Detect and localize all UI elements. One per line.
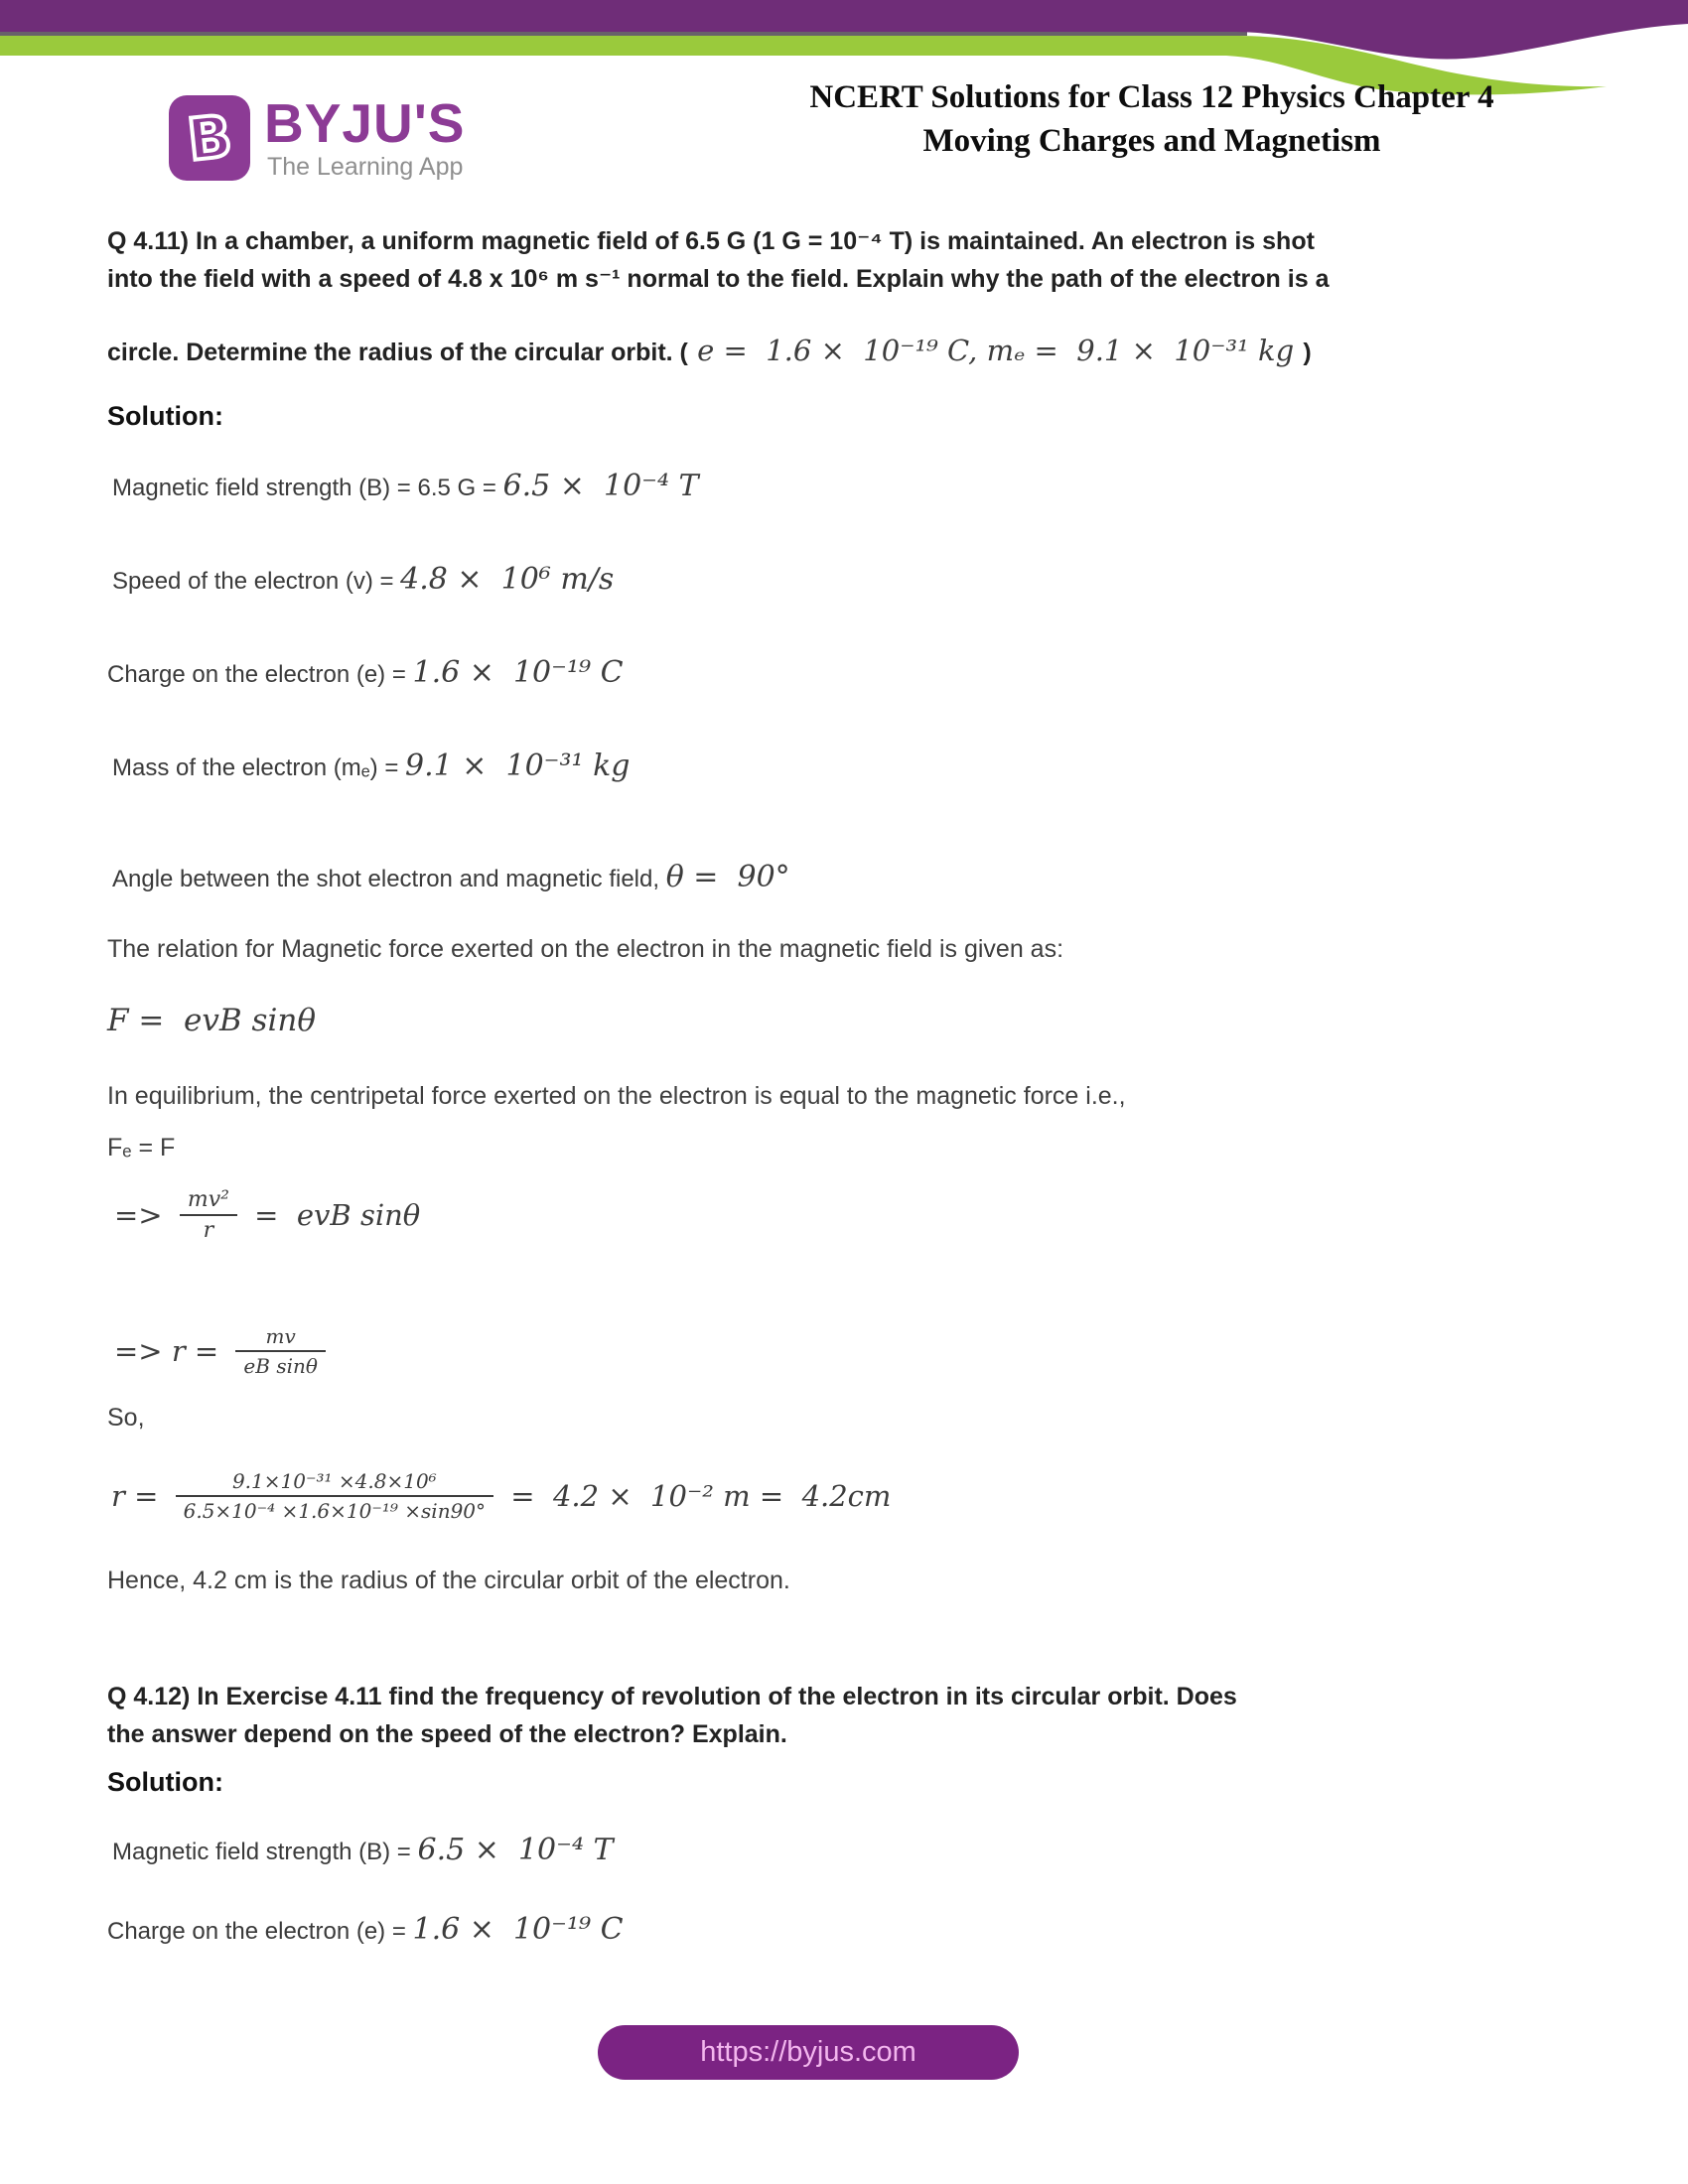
electron-speed-value: 4.8 × 10⁶ m/s bbox=[400, 562, 615, 597]
doc-title-line1: NCERT Solutions for Class 12 Physics Chapter 4 bbox=[809, 79, 1494, 115]
field-strength-value: 6.5 × 10⁻⁴ T bbox=[502, 469, 699, 503]
electron-charge-value: 1.6 × 10⁻¹⁹ C bbox=[412, 655, 624, 690]
question-4-11-line3-math: e = 1.6 × 10⁻¹⁹ C, mₑ = 9.1 × 10⁻³¹ kg bbox=[687, 334, 1304, 367]
hence-text: Hence, 4.2 cm is the radius of the circular orbit of the electron. bbox=[107, 1567, 790, 1594]
question-4-12 bbox=[107, 1678, 1567, 1753]
byjus-b-icon: B bbox=[184, 101, 235, 175]
doc-title bbox=[755, 75, 1549, 163]
radius-value-equation bbox=[111, 1469, 891, 1523]
question-4-11-line2: into the field with a speed of 4.8 x 10⁶ m s⁻¹ normal to the field. Explain why the path of the electron is a bbox=[107, 265, 1330, 293]
radius-equation-pre: => r = bbox=[114, 1334, 228, 1368]
electron-mass-value: 9.1 × 10⁻³¹ kg bbox=[405, 749, 631, 783]
electron-charge-label: Charge on the electron (e) = bbox=[107, 661, 413, 688]
angle-label: Angle between the shot electron and magnetic field, bbox=[112, 866, 666, 892]
footer-url-text: https://byjus.com bbox=[700, 2036, 916, 2068]
electron-charge-row bbox=[107, 655, 624, 690]
doc-title-line2: Moving Charges and Magnetism bbox=[922, 123, 1381, 159]
solution-heading-2: Solution: bbox=[107, 1767, 223, 1797]
field-strength-row-2 bbox=[112, 1833, 614, 1867]
centripetal-equation-pre: => bbox=[114, 1198, 172, 1232]
question-4-11 bbox=[107, 222, 1567, 298]
radius-equation bbox=[114, 1324, 334, 1378]
electron-charge-row-2 bbox=[107, 1912, 624, 1947]
footer-url-button[interactable] bbox=[598, 2025, 1019, 2080]
centripetal-equation bbox=[114, 1187, 420, 1243]
radius-value-result: = 4.2 × 10⁻² m = 4.2cm bbox=[501, 1479, 892, 1513]
relation-text: The relation for Magnetic force exerted on the electron in the magnetic field is given as: bbox=[107, 935, 1064, 963]
electron-mass-row bbox=[112, 749, 630, 783]
field-strength-value: 6.5 × 10⁻⁴ T bbox=[417, 1833, 614, 1867]
byjus-logo-mark bbox=[169, 95, 250, 181]
solution-heading-1: Solution: bbox=[107, 401, 223, 431]
question-4-11-line1: Q 4.11) In a chamber, a uniform magnetic field of 6.5 G (1 G = 10⁻⁴ T) is maintained. An electron is shot bbox=[107, 227, 1315, 255]
radius-value-pre: r = bbox=[111, 1479, 168, 1513]
electron-mass-label: Mass of the electron (mₑ) = bbox=[112, 754, 406, 781]
fraction-denominator: r bbox=[203, 1218, 214, 1243]
fe-equals-f: Fₑ = F bbox=[107, 1134, 176, 1161]
fraction-denominator: 6.5×10⁻⁴ ×1.6×10⁻¹⁹ ×sin90° bbox=[183, 1499, 487, 1523]
question-4-12-line2: the answer depend on the speed of the electron? Explain. bbox=[107, 1720, 787, 1748]
radius-value-fraction bbox=[176, 1469, 493, 1523]
fraction-numerator: 9.1×10⁻³¹ ×4.8×10⁶ bbox=[176, 1469, 493, 1497]
field-strength-label: Magnetic field strength (B) = bbox=[112, 1839, 418, 1865]
centripetal-equation-post: = evB sinθ bbox=[244, 1198, 421, 1232]
electron-speed-label: Speed of the electron (v) = bbox=[112, 568, 401, 595]
radius-fraction bbox=[235, 1324, 325, 1378]
equilibrium-text: In equilibrium, the centripetal force exerted on the electron is equal to the magnetic force i.e., bbox=[107, 1082, 1126, 1110]
electron-charge-value: 1.6 × 10⁻¹⁹ C bbox=[412, 1912, 624, 1947]
force-equation bbox=[107, 1003, 316, 1038]
fraction-numerator: mv bbox=[235, 1324, 325, 1352]
question-4-12-line1: Q 4.12) In Exercise 4.11 find the frequency of revolution of the electron in its circular orbit. Does bbox=[107, 1683, 1237, 1710]
question-4-11-line3-close: ) bbox=[1303, 339, 1312, 366]
angle-value: θ = 90° bbox=[665, 860, 790, 894]
field-strength-row bbox=[112, 469, 699, 503]
question-4-11-line3-text: circle. Determine the radius of the circular orbit. ( bbox=[107, 339, 688, 366]
fraction-numerator: mv² bbox=[180, 1187, 237, 1216]
fraction-denominator: eB sinθ bbox=[243, 1354, 318, 1378]
angle-row bbox=[112, 860, 790, 894]
electron-charge-label: Charge on the electron (e) = bbox=[107, 1918, 413, 1945]
centripetal-fraction bbox=[180, 1187, 237, 1243]
brand-tagline: The Learning App bbox=[267, 153, 464, 181]
question-4-11-line3 bbox=[107, 334, 1312, 371]
field-strength-label: Magnetic field strength (B) = 6.5 G = bbox=[112, 475, 503, 501]
brand-name: BYJU'S bbox=[264, 92, 466, 154]
electron-speed-row bbox=[112, 562, 614, 597]
force-equation-math: F = evB sinθ bbox=[107, 1003, 316, 1038]
so-text: So, bbox=[107, 1404, 145, 1432]
